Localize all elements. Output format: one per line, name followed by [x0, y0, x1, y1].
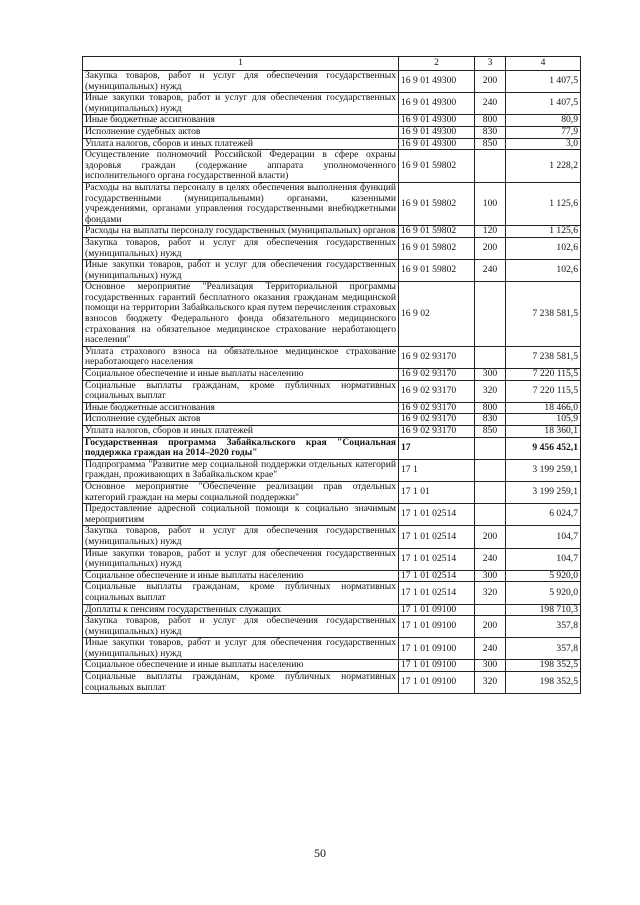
row-code: 17 1 01 02514: [399, 582, 475, 604]
row-amount: 357,8: [506, 616, 581, 638]
row-code: 16 9 02 93170: [399, 426, 475, 438]
row-description: Уплата налогов, сборов и иных платежей: [83, 426, 399, 438]
row-code: 17 1 01 09100: [399, 638, 475, 660]
row-expense-type: 830: [475, 414, 506, 426]
row-expense-type: 320: [475, 672, 506, 694]
column-header: 2: [399, 57, 475, 71]
table-row: [83, 282, 581, 347]
row-expense-type: 300: [475, 660, 506, 672]
row-description: Расходы на выплаты персоналу в целях обеспечения выполнения функций государственными (муниципальными) органами, казенными учреждениями, органами управления государственными внебюджетными фондами: [83, 182, 399, 225]
row-amount: 198 352,5: [506, 672, 581, 694]
row-code: 16 9 01 49300: [399, 93, 475, 115]
row-expense-type: 100: [475, 182, 506, 225]
table-row: [83, 414, 581, 426]
row-description: Социальное обеспечение и иные выплаты населению: [83, 660, 399, 672]
row-code: 17 1 01 09100: [399, 672, 475, 694]
table-row: [83, 182, 581, 225]
row-expense-type: 120: [475, 226, 506, 238]
table-row: [83, 369, 581, 381]
row-description: Закупка товаров, работ и услуг для обеспечения государственных (муниципальных) нужд: [83, 71, 399, 93]
row-amount: 1 228,2: [506, 150, 581, 183]
row-description: Государственная программа Забайкальского края "Социальная поддержка граждан на 2014–2020 годы": [83, 437, 399, 459]
row-amount: 77,9: [506, 126, 581, 138]
row-description: Социальные выплаты гражданам, кроме публичных нормативных социальных выплат: [83, 672, 399, 694]
row-description: Закупка товаров, работ и услуг для обеспечения государственных (муниципальных) нужд: [83, 237, 399, 259]
row-description: Социальные выплаты гражданам, кроме публичных нормативных социальных выплат: [83, 582, 399, 604]
table-row: [83, 604, 581, 616]
row-code: 16 9 01 49300: [399, 138, 475, 150]
table-row: [83, 237, 581, 259]
row-description: Основное мероприятие "Реализация Территориальной программы государственных гарантий бесплатного оказания гражданам медицинской помощи на территории Забайкальского края путем перечисления страховых взносов бюджету Федерального фонда обязательного медицинского страхования на обязательное медицинское страхование неработающего населения": [83, 282, 399, 347]
table-row: [83, 437, 581, 459]
row-description: Социальное обеспечение и иные выплаты населению: [83, 369, 399, 381]
row-expense-type: [475, 150, 506, 183]
row-amount: 6 024,7: [506, 504, 581, 526]
row-code: 17 1: [399, 459, 475, 481]
page-number: 50: [314, 846, 326, 860]
row-code: 16 9 01 59802: [399, 182, 475, 225]
row-expense-type: [475, 437, 506, 459]
row-code: 16 9 01 59802: [399, 150, 475, 183]
row-amount: 18 360,1: [506, 426, 581, 438]
row-code: 17: [399, 437, 475, 459]
table-row: [83, 346, 581, 368]
row-amount: 102,6: [506, 260, 581, 282]
row-code: 17 1 01 09100: [399, 604, 475, 616]
row-description: Социальное обеспечение и иные выплаты населению: [83, 570, 399, 582]
row-description: Иные закупки товаров, работ и услуг для обеспечения государственных (муниципальных) нужд: [83, 638, 399, 660]
table-row: [83, 459, 581, 481]
row-expense-type: [475, 459, 506, 481]
row-expense-type: 200: [475, 616, 506, 638]
row-amount: 104,7: [506, 548, 581, 570]
row-expense-type: 300: [475, 570, 506, 582]
row-amount: 5 920,0: [506, 582, 581, 604]
table-row: [83, 638, 581, 660]
column-header: 1: [83, 57, 399, 71]
row-description: Расходы на выплаты персоналу государственных (муниципальных) органов: [83, 226, 399, 238]
row-amount: 5 920,0: [506, 570, 581, 582]
row-description: Основное мероприятие "Обеспечение реализации прав отдельных категорий граждан на меры социальной поддержки": [83, 481, 399, 503]
row-amount: 102,6: [506, 237, 581, 259]
row-amount: 198 710,3: [506, 604, 581, 616]
row-expense-type: 800: [475, 115, 506, 127]
row-code: 17 1 01 02514: [399, 526, 475, 548]
row-code: 16 9 01 59802: [399, 260, 475, 282]
row-description: Исполнение судебных актов: [83, 414, 399, 426]
row-description: Социальные выплаты гражданам, кроме публичных нормативных социальных выплат: [83, 380, 399, 402]
budget-table: [82, 56, 581, 694]
row-code: 16 9 01 59802: [399, 237, 475, 259]
table-row: [83, 126, 581, 138]
row-code: 17 1 01 09100: [399, 660, 475, 672]
table-row: [83, 660, 581, 672]
table-row: [83, 71, 581, 93]
table-body: [83, 71, 581, 694]
row-amount: 105,9: [506, 414, 581, 426]
row-amount: 1 407,5: [506, 71, 581, 93]
row-expense-type: 240: [475, 93, 506, 115]
row-code: 16 9 01 49300: [399, 115, 475, 127]
row-code: 16 9 02 93170: [399, 346, 475, 368]
row-expense-type: 240: [475, 260, 506, 282]
row-expense-type: 800: [475, 402, 506, 414]
row-expense-type: 320: [475, 582, 506, 604]
row-amount: 198 352,5: [506, 660, 581, 672]
table-row: [83, 380, 581, 402]
row-expense-type: 240: [475, 638, 506, 660]
row-code: 16 9 02 93170: [399, 380, 475, 402]
table-row: [83, 548, 581, 570]
row-expense-type: 850: [475, 426, 506, 438]
table-row: [83, 93, 581, 115]
row-amount: 1 407,5: [506, 93, 581, 115]
row-expense-type: 300: [475, 369, 506, 381]
table-row: [83, 504, 581, 526]
row-amount: 357,8: [506, 638, 581, 660]
row-description: Осуществление полномочий Российской Федерации в сфере охраны здоровья граждан (содержание аппарата уполномоченного исполнительного органа государственной власти): [83, 150, 399, 183]
table-row: [83, 672, 581, 694]
row-code: 17 1 01 02514: [399, 548, 475, 570]
row-description: Иные закупки товаров, работ и услуг для обеспечения государственных (муниципальных) нужд: [83, 260, 399, 282]
table-row: [83, 115, 581, 127]
row-code: 17 1 01: [399, 481, 475, 503]
row-amount: 3 199 259,1: [506, 481, 581, 503]
row-description: Предоставление адресной социальной помощи к социально значимым мероприятиям: [83, 504, 399, 526]
row-description: Закупка товаров, работ и услуг для обеспечения государственных (муниципальных) нужд: [83, 526, 399, 548]
table-row: [83, 226, 581, 238]
row-code: 16 9 02 93170: [399, 402, 475, 414]
row-amount: 9 456 452,1: [506, 437, 581, 459]
row-amount: 7 238 581,5: [506, 282, 581, 347]
table-row: [83, 150, 581, 183]
row-description: Иные бюджетные ассигнования: [83, 115, 399, 127]
row-amount: 3,0: [506, 138, 581, 150]
table-row: [83, 526, 581, 548]
table-row: [83, 260, 581, 282]
row-expense-type: [475, 504, 506, 526]
row-code: 16 9 02 93170: [399, 414, 475, 426]
row-amount: 7 220 115,5: [506, 369, 581, 381]
row-amount: 104,7: [506, 526, 581, 548]
row-description: Исполнение судебных актов: [83, 126, 399, 138]
column-header: 3: [475, 57, 506, 71]
row-expense-type: 830: [475, 126, 506, 138]
row-description: Иные бюджетные ассигнования: [83, 402, 399, 414]
row-description: Подпрограмма "Развитие мер социальной поддержки отдельных категорий граждан, проживающих в Забайкальском крае": [83, 459, 399, 481]
row-code: 16 9 01 49300: [399, 71, 475, 93]
row-expense-type: [475, 282, 506, 347]
row-amount: 18 466,0: [506, 402, 581, 414]
row-description: Уплата налогов, сборов и иных платежей: [83, 138, 399, 150]
row-code: 17 1 01 09100: [399, 616, 475, 638]
row-description: Доплаты к пенсиям государственных служащих: [83, 604, 399, 616]
row-expense-type: 200: [475, 526, 506, 548]
row-expense-type: 240: [475, 548, 506, 570]
row-code: 16 9 02 93170: [399, 369, 475, 381]
table-header-row: [83, 57, 581, 71]
row-code: 16 9 02: [399, 282, 475, 347]
row-amount: 1 125,6: [506, 182, 581, 225]
row-expense-type: 850: [475, 138, 506, 150]
row-amount: 3 199 259,1: [506, 459, 581, 481]
row-amount: 7 238 581,5: [506, 346, 581, 368]
row-expense-type: [475, 604, 506, 616]
row-description: Иные закупки товаров, работ и услуг для обеспечения государственных (муниципальных) нужд: [83, 93, 399, 115]
table-row: [83, 402, 581, 414]
row-expense-type: 200: [475, 71, 506, 93]
row-amount: 80,9: [506, 115, 581, 127]
row-expense-type: 320: [475, 380, 506, 402]
table-row: [83, 616, 581, 638]
row-description: Уплата страхового взноса на обязательное медицинское страхование неработающего населения: [83, 346, 399, 368]
row-code: 16 9 01 59802: [399, 226, 475, 238]
row-amount: 1 125,6: [506, 226, 581, 238]
row-code: 16 9 01 49300: [399, 126, 475, 138]
column-header: 4: [506, 57, 581, 71]
row-code: 17 1 01 02514: [399, 504, 475, 526]
table-row: [83, 582, 581, 604]
row-code: 17 1 01 02514: [399, 570, 475, 582]
table-row: [83, 138, 581, 150]
row-expense-type: [475, 346, 506, 368]
row-expense-type: 200: [475, 237, 506, 259]
row-amount: 7 220 115,5: [506, 380, 581, 402]
row-expense-type: [475, 481, 506, 503]
table-row: [83, 570, 581, 582]
row-description: Закупка товаров, работ и услуг для обеспечения государственных (муниципальных) нужд: [83, 616, 399, 638]
table-row: [83, 481, 581, 503]
table-row: [83, 426, 581, 438]
row-description: Иные закупки товаров, работ и услуг для обеспечения государственных (муниципальных) нужд: [83, 548, 399, 570]
